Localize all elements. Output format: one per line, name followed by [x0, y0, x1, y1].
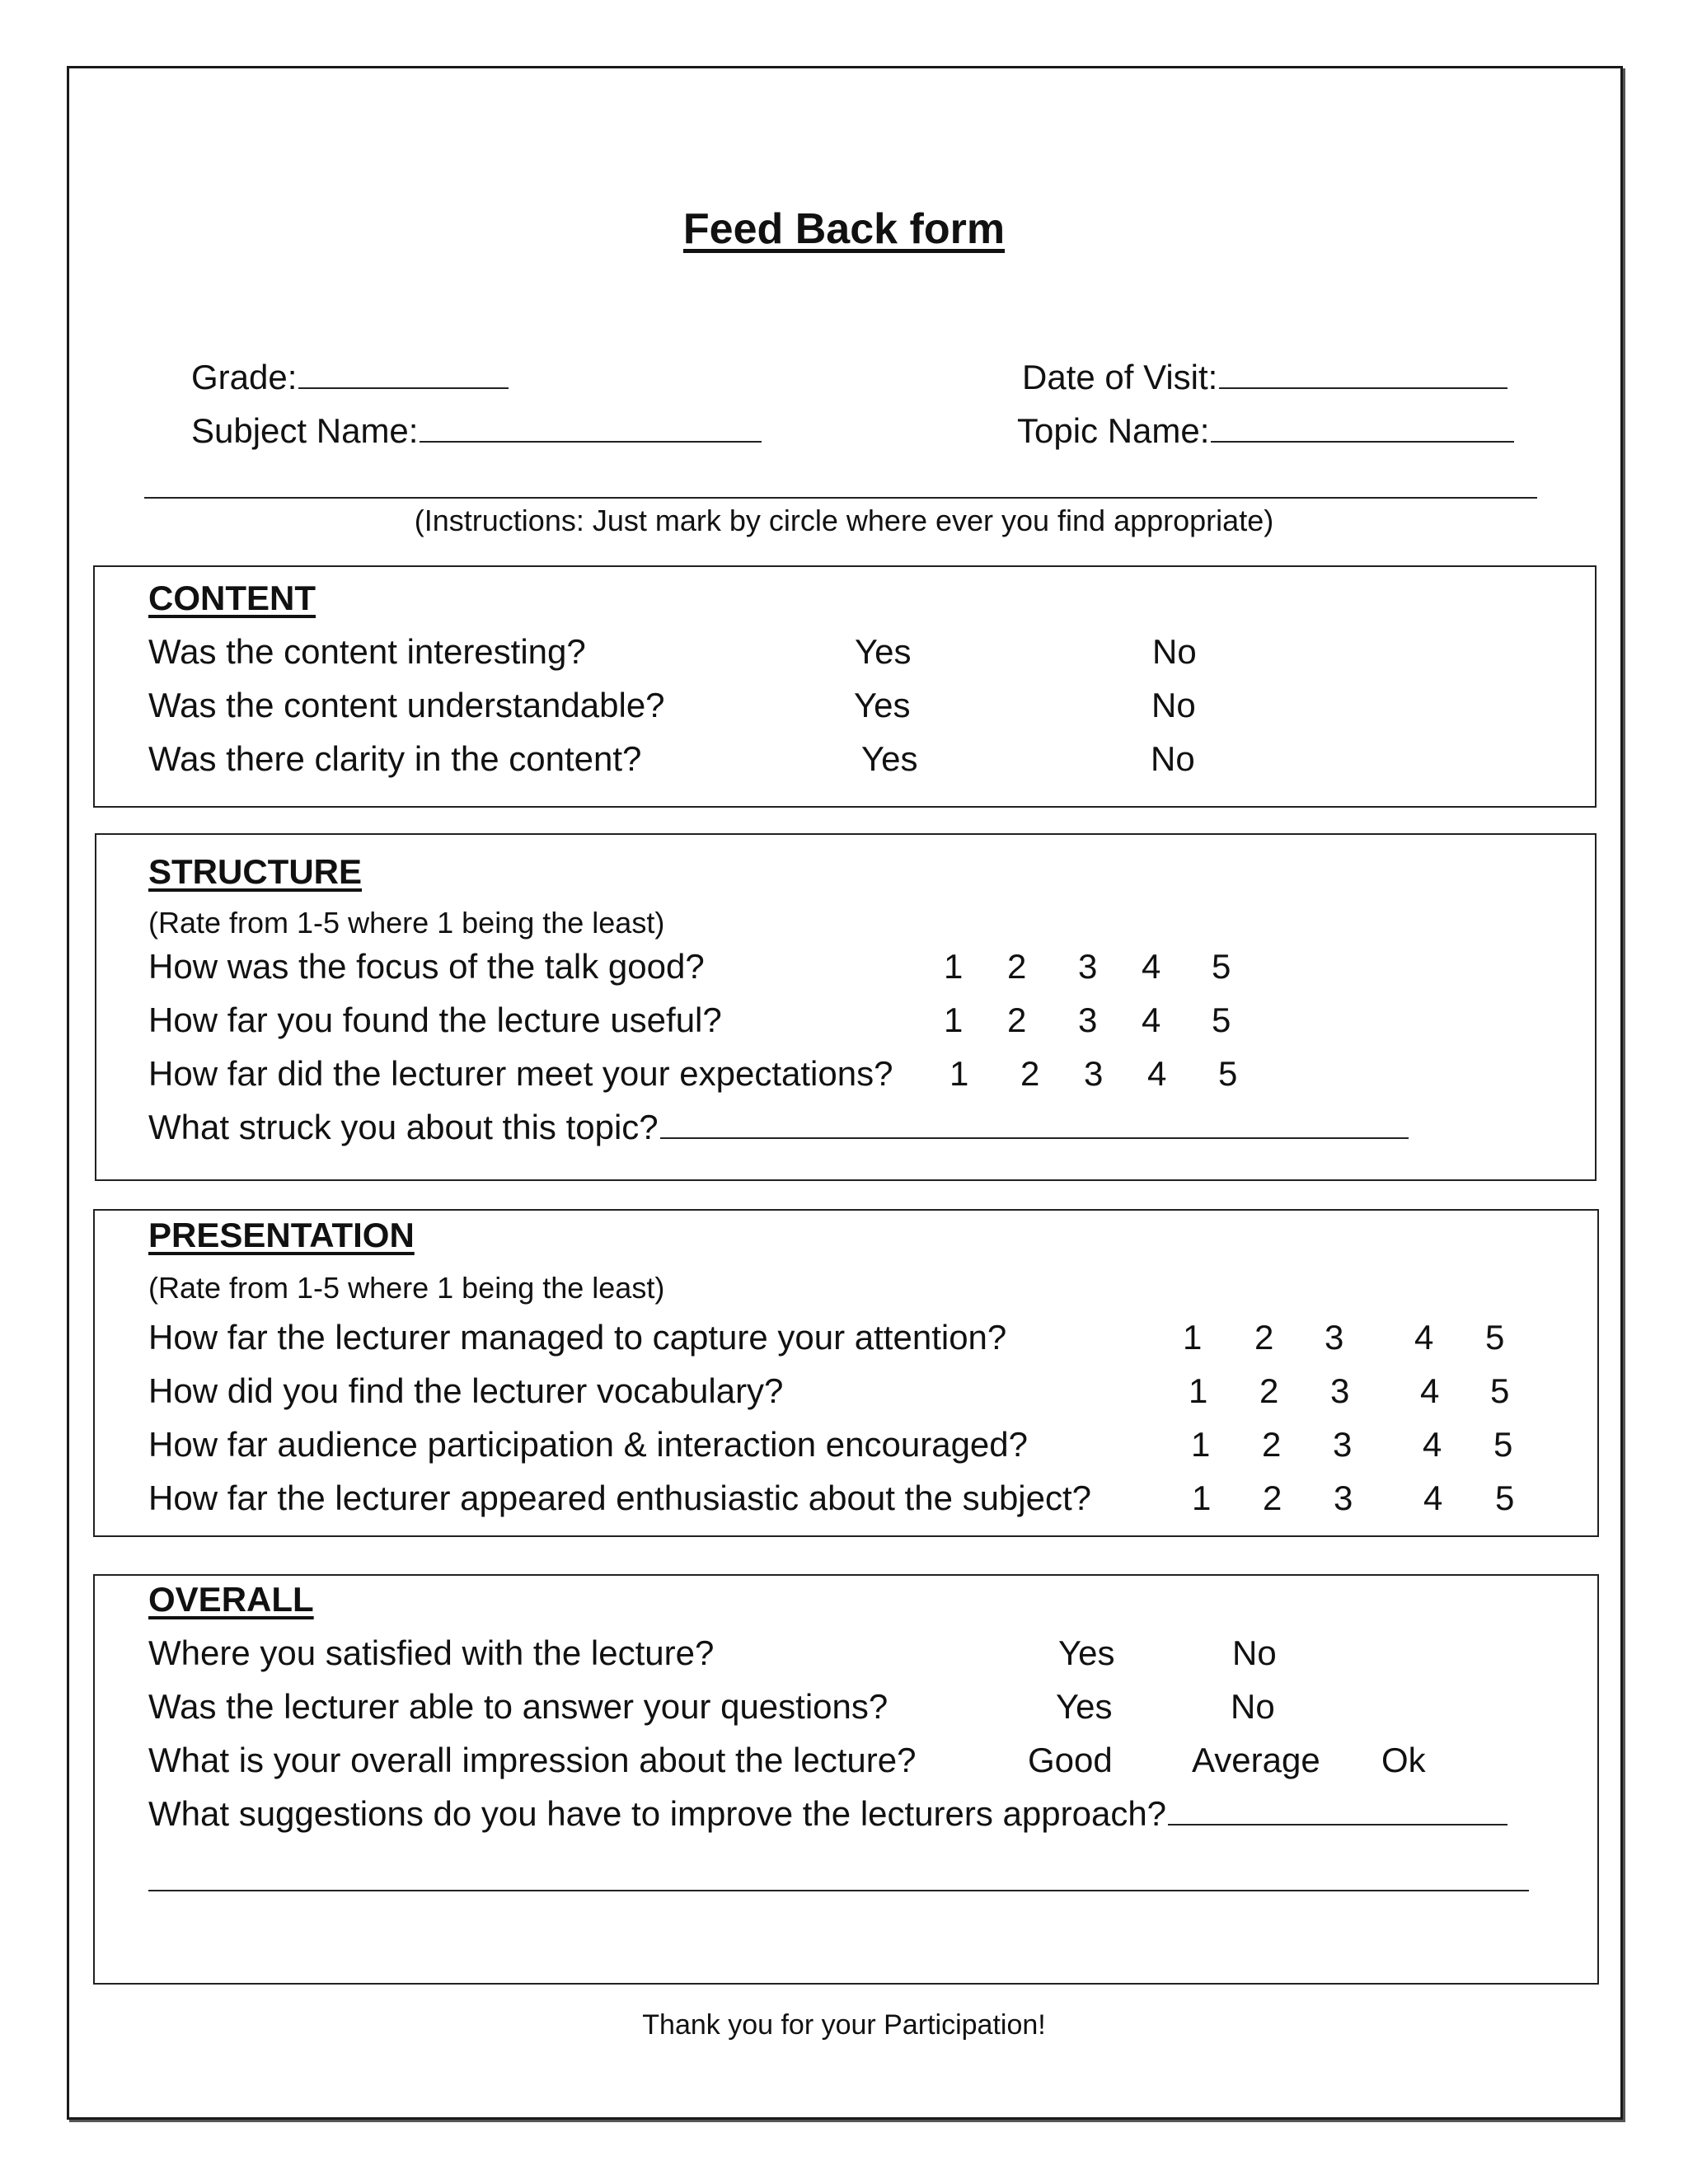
- presentation-q3-rating-2[interactable]: 2: [1262, 1425, 1282, 1464]
- overall-question-2: Was the lecturer able to answer your questions?: [148, 1687, 889, 1726]
- structure-q3-rating-5[interactable]: 5: [1218, 1054, 1238, 1093]
- content-q3-yes[interactable]: Yes: [861, 739, 918, 778]
- subject-name-field[interactable]: [191, 411, 762, 450]
- presentation-q1-rating-4[interactable]: 4: [1414, 1318, 1434, 1357]
- structure-q2-rating-1[interactable]: 1: [944, 1001, 964, 1039]
- structure-q2-rating-4[interactable]: 4: [1142, 1001, 1161, 1039]
- instructions-text: (Instructions: Just mark by circle where ever you find appropriate): [414, 504, 1274, 537]
- content-heading: CONTENT: [148, 579, 316, 617]
- overall-q1-yes[interactable]: Yes: [1058, 1633, 1115, 1672]
- presentation-q1-rating-5[interactable]: 5: [1485, 1318, 1505, 1357]
- footer-thanks: Thank you for your Participation!: [642, 2009, 1046, 2041]
- structure-question-1: How was the focus of the talk good?: [148, 947, 705, 986]
- page-title: Feed Back form: [682, 205, 1006, 253]
- structure-q1-rating-2[interactable]: 2: [1007, 947, 1027, 986]
- content-q2-yes[interactable]: Yes: [854, 686, 911, 724]
- structure-open-question-label: What struck you about this topic?: [148, 1108, 659, 1146]
- content-question-2: Was the content understandable?: [148, 686, 665, 724]
- date-of-visit-label: Date of Visit:: [1022, 358, 1218, 396]
- suggestions-label: What suggestions do you have to improve the lecturers approach?: [148, 1794, 1167, 1833]
- grade-field[interactable]: [191, 360, 509, 395]
- structure-q1-rating-5[interactable]: 5: [1212, 947, 1231, 986]
- presentation-heading: PRESENTATION: [148, 1216, 415, 1254]
- presentation-question-3: How far audience participation & interaction encouraged?: [148, 1425, 1029, 1464]
- content-q1-yes[interactable]: Yes: [855, 632, 912, 671]
- presentation-q2-rating-1[interactable]: 1: [1189, 1371, 1208, 1410]
- topic-name-field[interactable]: [1017, 411, 1514, 450]
- structure-q1-rating-3[interactable]: 3: [1078, 947, 1098, 986]
- structure-q2-rating-3[interactable]: 3: [1078, 1001, 1098, 1039]
- topic-name-label: Topic Name:: [1017, 411, 1210, 450]
- overall-q1-no[interactable]: No: [1232, 1633, 1277, 1672]
- structure-q3-rating-1[interactable]: 1: [950, 1054, 969, 1093]
- content-q1-no[interactable]: No: [1152, 632, 1197, 671]
- presentation-q2-rating-2[interactable]: 2: [1259, 1371, 1279, 1410]
- structure-q3-rating-2[interactable]: 2: [1020, 1054, 1040, 1093]
- content-q3-no[interactable]: No: [1151, 739, 1195, 778]
- suggestions-extra-line[interactable]: [148, 1890, 1529, 1891]
- date-of-visit-field[interactable]: [1022, 360, 1507, 395]
- presentation-q2-rating-3[interactable]: 3: [1330, 1371, 1350, 1410]
- presentation-q4-rating-5[interactable]: 5: [1495, 1479, 1515, 1517]
- structure-q3-rating-3[interactable]: 3: [1084, 1054, 1104, 1093]
- suggestions-field[interactable]: [148, 1794, 1507, 1833]
- impression-option-good[interactable]: Good: [1028, 1741, 1113, 1779]
- overall-question-1: Where you satisfied with the lecture?: [148, 1633, 715, 1672]
- presentation-q4-rating-4[interactable]: 4: [1423, 1479, 1443, 1517]
- presentation-question-4: How far the lecturer appeared enthusiastic about the subject?: [148, 1479, 1092, 1517]
- overall-q2-yes[interactable]: Yes: [1056, 1687, 1113, 1726]
- presentation-q2-rating-5[interactable]: 5: [1490, 1371, 1510, 1410]
- content-q2-no[interactable]: No: [1151, 686, 1196, 724]
- presentation-question-2: How did you find the lecturer vocabulary?: [148, 1371, 784, 1410]
- structure-q2-rating-2[interactable]: 2: [1007, 1001, 1027, 1039]
- overall-heading: OVERALL: [148, 1580, 314, 1619]
- presentation-q3-rating-1[interactable]: 1: [1191, 1425, 1211, 1464]
- presentation-q3-rating-5[interactable]: 5: [1493, 1425, 1513, 1464]
- structure-question-2: How far you found the lecture useful?: [148, 1001, 722, 1039]
- structure-heading: STRUCTURE: [148, 852, 362, 891]
- grade-label: Grade:: [191, 358, 298, 396]
- presentation-q2-rating-4[interactable]: 4: [1420, 1371, 1440, 1410]
- overall-q2-no[interactable]: No: [1231, 1687, 1275, 1726]
- impression-option-ok[interactable]: Ok: [1381, 1741, 1426, 1779]
- presentation-q4-rating-1[interactable]: 1: [1192, 1479, 1212, 1517]
- presentation-question-1: How far the lecturer managed to capture your attention?: [148, 1318, 1007, 1357]
- overall-impression-question: What is your overall impression about the lecture?: [148, 1741, 917, 1779]
- presentation-note: (Rate from 1-5 where 1 being the least): [148, 1271, 665, 1305]
- content-question-3: Was there clarity in the content?: [148, 739, 642, 778]
- impression-option-average[interactable]: Average: [1192, 1741, 1320, 1779]
- structure-q2-rating-5[interactable]: 5: [1212, 1001, 1231, 1039]
- structure-q3-rating-4[interactable]: 4: [1147, 1054, 1167, 1093]
- header-divider: [144, 497, 1537, 499]
- structure-open-question[interactable]: [148, 1110, 1409, 1145]
- presentation-q4-rating-3[interactable]: 3: [1334, 1479, 1353, 1517]
- subject-name-label: Subject Name:: [191, 411, 419, 450]
- structure-note: (Rate from 1-5 where 1 being the least): [148, 906, 665, 940]
- presentation-q3-rating-4[interactable]: 4: [1423, 1425, 1442, 1464]
- structure-question-3: How far did the lecturer meet your expectations?: [148, 1054, 893, 1093]
- presentation-q1-rating-3[interactable]: 3: [1325, 1318, 1344, 1357]
- presentation-q1-rating-1[interactable]: 1: [1183, 1318, 1203, 1357]
- structure-q1-rating-1[interactable]: 1: [944, 947, 964, 986]
- content-question-1: Was the content interesting?: [148, 632, 586, 671]
- structure-q1-rating-4[interactable]: 4: [1142, 947, 1161, 986]
- presentation-q3-rating-3[interactable]: 3: [1333, 1425, 1353, 1464]
- presentation-q4-rating-2[interactable]: 2: [1263, 1479, 1282, 1517]
- presentation-q1-rating-2[interactable]: 2: [1254, 1318, 1274, 1357]
